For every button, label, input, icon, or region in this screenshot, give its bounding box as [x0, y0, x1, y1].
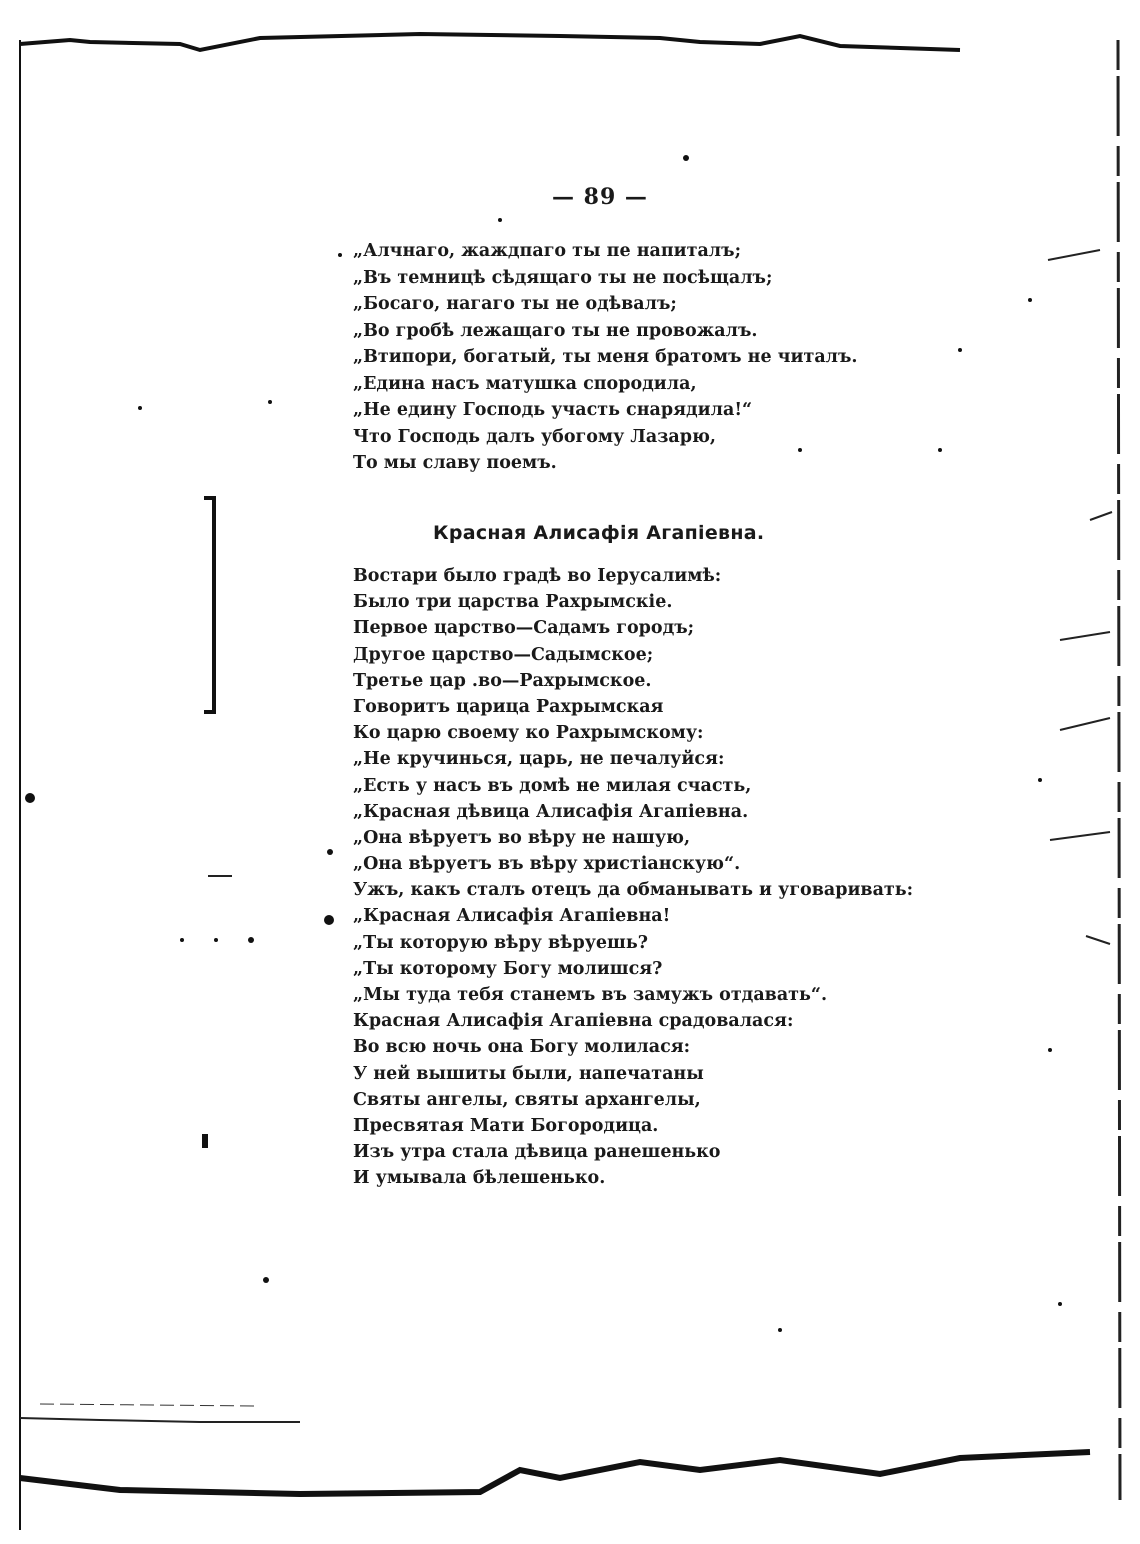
section-title: Красная Алисафія Агапіевна. — [433, 522, 765, 544]
verse-line: Ужъ, какъ сталъ отецъ да обманывать и уговаривать: — [353, 880, 914, 901]
verse-line: „Алчнаго, жаждпаго ты пе напиталъ; — [353, 241, 742, 261]
verse-line: „Есть у насъ въ домѣ не милая счасть, — [353, 775, 752, 796]
verse-line: Во всю ночь она Богу молилася: — [353, 1037, 691, 1058]
verse-line: „Ты которую вѣру вѣруешь? — [353, 932, 648, 953]
verse-line: Другое царство—Садымское; — [353, 644, 654, 665]
verse-line: Красная Алисафія Агапіевна срадовалася: — [353, 1011, 794, 1032]
verse-line: „Втипори, богатый, ты меня братомъ не читалъ. — [353, 347, 858, 367]
verse-line: „Красная дѣвица Алисафія Агапіевна. — [353, 801, 749, 822]
bottom-rule — [20, 1418, 300, 1422]
verse-line: „Она вѣруетъ во вѣру не нашую, — [353, 827, 691, 848]
margin-bracket — [204, 498, 214, 712]
page-number: — 89 — — [552, 184, 648, 210]
verse-line: И умывала бѣлешенько. — [353, 1168, 606, 1189]
verse-line: Что Господь далъ убогому Лазарю, — [353, 426, 717, 447]
verse-line: Ко царю своему ко Рахрымскому: — [353, 723, 704, 744]
verse-line: Изъ утра стала дѣвица ранешенько — [353, 1142, 721, 1163]
verse-line: У ней вышиты были, напечатаны — [353, 1063, 704, 1084]
bottom-dash — [40, 1404, 260, 1406]
verse-line: „Въ темницѣ сѣдящаго ты не посѣщалъ; — [353, 267, 773, 288]
top-page-edge — [20, 34, 960, 50]
verse-line: „Она вѣруетъ въ вѣру христіанскую“. — [353, 854, 741, 875]
verse-block-bottom — [353, 563, 913, 1192]
verse-line: Было три царства Рахрымскіе. — [353, 592, 673, 613]
bottom-page-edge — [20, 1452, 1090, 1494]
verse-line: Говоритъ царица Рахрымская — [353, 696, 664, 717]
verse-line: Пресвятая Мати Богородица. — [353, 1115, 659, 1136]
verse-line: „Мы туда тебя станемъ въ замужъ отдавать“. — [353, 985, 828, 1005]
verse-line: Первое царство—Садамъ городъ; — [353, 618, 695, 639]
verse-line: То мы славу поемъ. — [353, 453, 557, 473]
verse-line: Востари было градѣ во Іерусалимѣ: — [353, 566, 722, 586]
verse-line: „Не едину Господь участь снарядила!“ — [353, 400, 753, 420]
verse-line: „Ты которому Богу молишся? — [353, 958, 663, 979]
right-page-edge — [1118, 40, 1120, 1500]
verse-line: „Едина насъ матушка спородила, — [353, 373, 697, 394]
verse-line: „Не кручинься, царь, не печалуйся: — [353, 749, 725, 770]
verse-line: „Босаго, нагаго ты не одѣвалъ; — [353, 294, 677, 314]
verse-line: Третье цар .во—Рахрымское. — [353, 670, 652, 691]
verse-line: „Во гробѣ лежащаго ты не провожалъ. — [353, 320, 758, 341]
verse-line: „Красная Алисафія Агапіевна! — [353, 906, 671, 927]
verse-line: Святы ангелы, святы архангелы, — [353, 1089, 701, 1110]
verse-block-top — [353, 238, 858, 477]
